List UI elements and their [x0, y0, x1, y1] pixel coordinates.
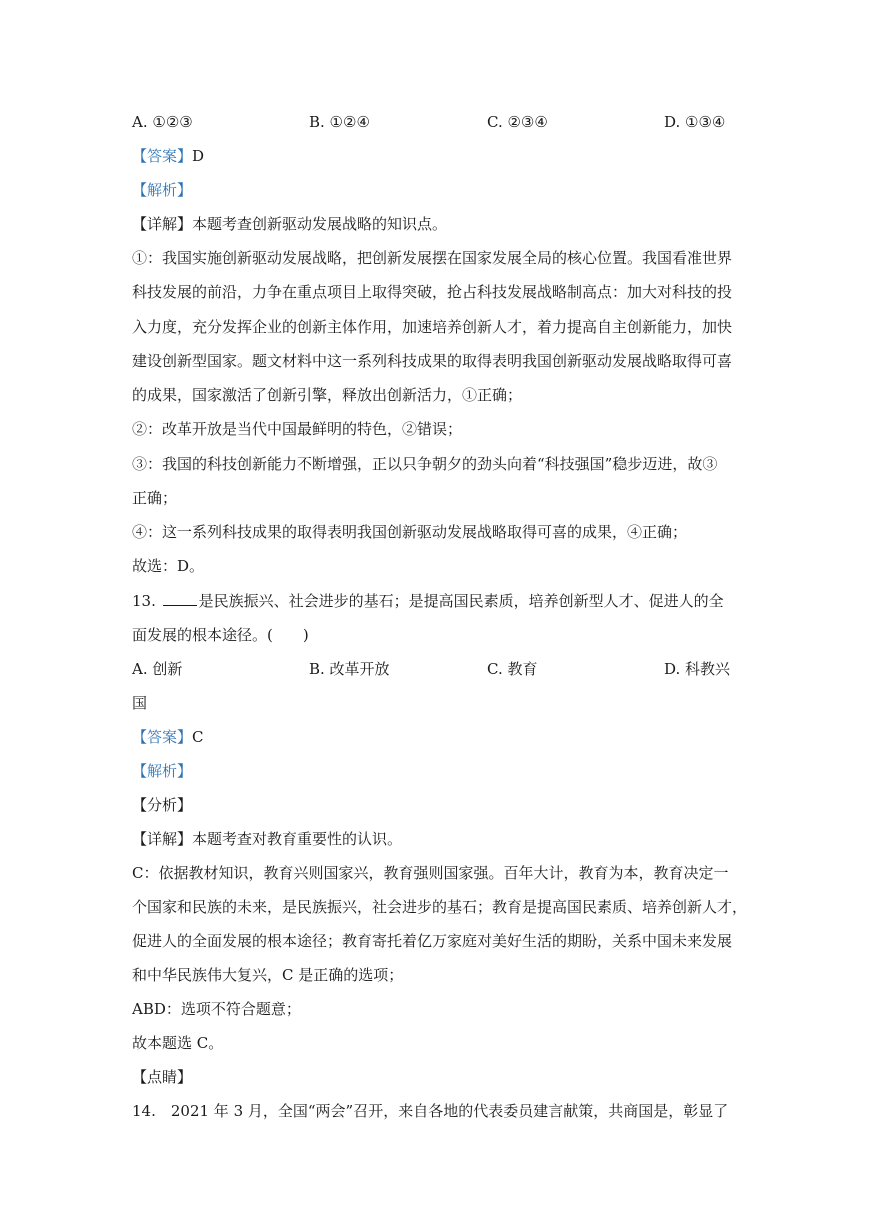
q13-comment-tag: 【点睛】 — [132, 1068, 193, 1086]
q12-option-c: C. ②③④ — [487, 113, 548, 131]
q12-p1-line: 入力度，充分发挥企业的创新主体作用，加速培养创新人才，着力提高自主创新能力，加快 — [132, 318, 733, 336]
q12-p3-line: 正确； — [132, 489, 178, 507]
answer-value: D — [192, 147, 205, 165]
q12-p1-line: 建设创新型国家。题文材料中这一系列科技成果的取得表明我国创新驱动发展战略取得可喜 — [132, 352, 733, 370]
q13-p1-line: 促进人的全面发展的根本途径；教育寄托着亿万家庭对美好生活的期盼，关系中国未来发展 — [132, 932, 733, 950]
q12-option-b: B. ①②④ — [309, 113, 370, 131]
answer-value: C — [192, 728, 204, 746]
q12-p2: ②：改革开放是当代中国最鲜明的特色，②错误； — [132, 420, 463, 438]
q13-option-a: A. 创新 — [132, 660, 183, 678]
q13-p1-line: 和中华民族伟大复兴，C 是正确的选项； — [132, 966, 404, 984]
q13-option-b: B. 改革开放 — [309, 660, 390, 678]
q13-option-d: D. 科教兴 — [664, 660, 731, 678]
q13-stem-text: 是民族振兴、社会进步的基石；是提高国民素质，培养创新型人才、促进人的全 — [198, 592, 724, 610]
q13-p2: ABD：选项不符合题意； — [132, 1000, 301, 1018]
q13-stem-line2: 面发展的根本途径。( ) — [132, 626, 309, 644]
q13-option-c: C. 教育 — [487, 660, 538, 678]
q13-detail: 【详解】本题考查对教育重要性的认识。 — [132, 830, 403, 848]
q12-conclusion: 故选：D。 — [132, 557, 205, 575]
q12-option-a: A. ①②③ — [132, 113, 193, 131]
q12-p1-line: ①：我国实施创新驱动发展战略，把创新发展摆在国家发展全局的核心位置。我国看准世界 — [132, 249, 733, 267]
answer-tag: 【答案】 — [132, 147, 193, 165]
q12-answer — [132, 147, 738, 165]
q13-analysis-sub: 【分析】 — [132, 796, 193, 814]
q12-option-d: D. ①③④ — [664, 113, 726, 131]
q12-analysis-tag: 【解析】 — [132, 181, 193, 199]
q12-p4: ④：这一系列科技成果的取得表明我国创新驱动发展战略取得可喜的成果，④正确； — [132, 523, 688, 541]
q13-option-d-continued: 国 — [132, 694, 148, 712]
q13-stem-line1 — [132, 592, 738, 610]
q13-conclusion: 故本题选 C。 — [132, 1034, 224, 1052]
q12-detail: 【详解】本题考查创新驱动发展战略的知识点。 — [132, 215, 448, 233]
answer-tag: 【答案】 — [132, 728, 193, 746]
q12-p1-line: 科技发展的前沿，力争在重点项目上取得突破，抢占科技发展战略制高点：加大对科技的投 — [132, 283, 733, 301]
q13-answer — [132, 728, 738, 746]
q13-p1-line: C：依据教材知识，教育兴则国家兴，教育强则国家强。百年大计，教育为本，教育决定一 — [132, 864, 729, 882]
q13-p1-line: 个国家和民族的未来，是民族振兴，社会进步的基石；教育是提高国民素质、培养创新人才， — [132, 898, 748, 916]
answer-blank — [163, 593, 197, 606]
q14-stem: 14. 2021 年 3 月，全国“两会”召开，来自各地的代表委员建言献策，共商国是，彰显了 — [132, 1102, 729, 1120]
q13-analysis-tag: 【解析】 — [132, 762, 193, 780]
q13-number: 13. — [132, 592, 156, 610]
q12-p3-line: ③：我国的科技创新能力不断增强，正以只争朝夕的劲头向着“科技强国”稳步迈进，故③ — [132, 455, 718, 473]
q12-p1-line: 的成果，国家激活了创新引擎，释放出创新活力，①正确； — [132, 386, 523, 404]
